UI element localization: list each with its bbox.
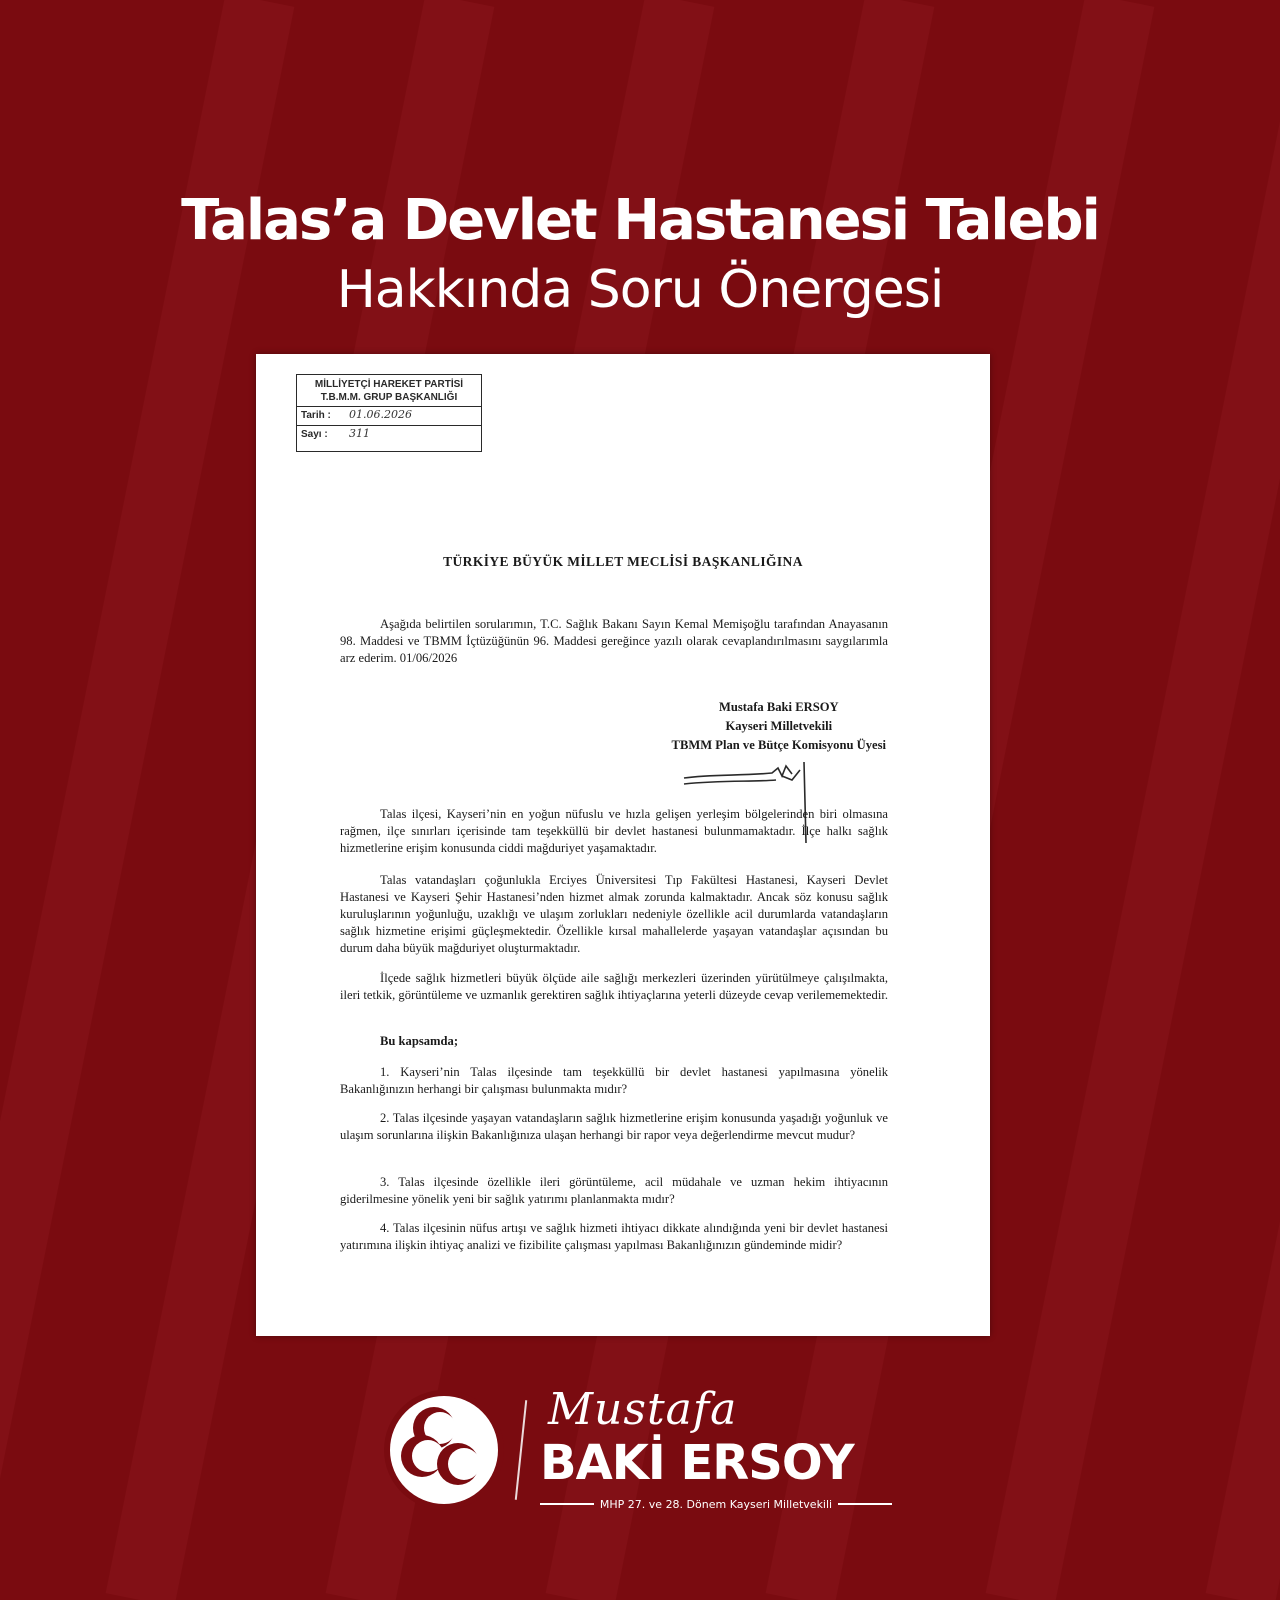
document-intro: Aşağıda belirtilen sorularımın, T.C. Sağlık Bakanı Sayın Kemal Memişoğlu tarafından Anayasanın 98. Maddesi ve TBMM İçtüzüğünün 96. Maddesi gereğince yazılı olarak cevaplandırılmasını saygılarımla arz ederim. 01/06/2026 xyxy=(340,617,888,665)
stamp-org-line2: T.B.M.M. GRUP BAŞKANLIĞI xyxy=(320,392,458,403)
registry-stamp xyxy=(296,374,482,452)
stamp-number-row xyxy=(297,426,481,444)
headline-subtitle: Hakkında Soru Önergesi xyxy=(336,260,944,320)
document-question-1: 1. Kayseri’nin Talas ilçesinde tam teşekküllü bir devlet hastanesi yapılmasına yönelik Bakanlığınızın herhangi bir çalışması bulunmakta mıdır? xyxy=(340,1065,888,1096)
stamp-date-value: 01.06.2026 xyxy=(349,408,412,421)
document-question-3: 3. Talas ilçesinde özellikle ileri görüntüleme, acil müdahale ve uzman hekim ihtiyacının giderilmesine yönelik yeni bir sağlık yatırımı planlanmakta mıdır? xyxy=(340,1175,888,1206)
document-paragraph-2: Talas vatandaşları çoğunlukla Erciyes Üniversitesi Tıp Fakültesi Hastanesi, Kayseri Devlet Hastanesi ve Kayseri Şehir Hastanesi’nden hizmet almak zorunda kalmaktadır. Ancak söz konusu sağlık kuruluşlarının yoğunluğu, uzaklığı ve ulaşım zorlukları nedeniyle özellikle acil durumlarda vatandaşların sağlık hizmetine erişimi güçleşmektedir. Özellikle kırsal mahallelerde yaşayan vatandaşlar açısından bu durum daha büyük mağduriyet oluşturmaktadır. xyxy=(340,873,888,955)
headline-title: Talas’a Devlet Hastanesi Talebi xyxy=(181,188,1099,253)
signature-role: Kayseri Milletvekili xyxy=(725,719,833,733)
brand-subtitle-row xyxy=(540,1496,892,1512)
document-paragraph-1: Talas ilçesi, Kayseri’nin en yoğun nüfuslu ve hızla gelişen yerleşim bölgelerinden biri olmasına rağmen, ilçe sınırları içerisinde tam teşekküllü bir devlet hastanesi bulunmamaktadır. İlçe halkı sağlık hizmetlerine erişim konusunda ciddi mağduriyet yaşamaktadır. xyxy=(340,807,888,855)
brand-subtitle-line-left xyxy=(540,1503,594,1505)
document-title: TÜRKİYE BÜYÜK MİLLET MECLİSİ BAŞKANLIĞINA xyxy=(443,554,803,569)
document-scope-heading: Bu kapsamda; xyxy=(380,1034,459,1048)
stamp-number-label: Sayı : xyxy=(301,429,328,440)
stamp-number-value: 311 xyxy=(349,427,370,440)
stamp-header xyxy=(297,375,481,407)
document-question-4: 4. Talas ilçesinin nüfus artışı ve sağlık hizmeti ihtiyacı dikkate alındığında yeni bir devlet hastanesi yatırımına ilişkin ihtiyaç analizi ve fizibilite çalışması yapılması Bakanlığınızın gündeminde midir? xyxy=(340,1221,888,1252)
brand-subtitle-line-right xyxy=(838,1503,892,1505)
document-question-2: 2. Talas ilçesinde yaşayan vatandaşların sağlık hizmetlerine erişim konusunda yaşadığı yoğunluk ve ulaşım sorunlarına ilişkin Bakanlığınıza ulaşan herhangi bir rapor veya değerlendirme mevcut mudur? xyxy=(340,1111,888,1142)
document-paragraph-3: İlçede sağlık hizmetleri büyük ölçüde aile sağlığı merkezleri üzerinden yürütülmeye çalışılmakta, ileri tetkik, görüntüleme ve uzmanlık gerektiren sağlık ihtiyaçlarına yeterli düzeyde cevap verilememektedir. xyxy=(340,971,888,1002)
signature-committee: TBMM Plan ve Bütçe Komisyonu Üyesi xyxy=(671,738,886,752)
brand-subtitle: MHP 27. ve 28. Dönem Kayseri Milletvekili xyxy=(599,1497,833,1511)
brand-last-name: BAKİ ERSOY xyxy=(540,1435,854,1491)
three-crescents-logo-icon xyxy=(382,1388,506,1512)
brand-first-name: Mustafa xyxy=(548,1384,738,1435)
document-page xyxy=(256,354,990,1336)
stamp-date-row xyxy=(297,407,481,426)
stamp-date-label: Tarih : xyxy=(301,410,331,421)
signature-name: Mustafa Baki ERSOY xyxy=(718,700,839,714)
signature-block xyxy=(672,698,886,755)
stamp-org-line1: MİLLİYETÇİ HAREKET PARTİSİ xyxy=(314,379,464,390)
